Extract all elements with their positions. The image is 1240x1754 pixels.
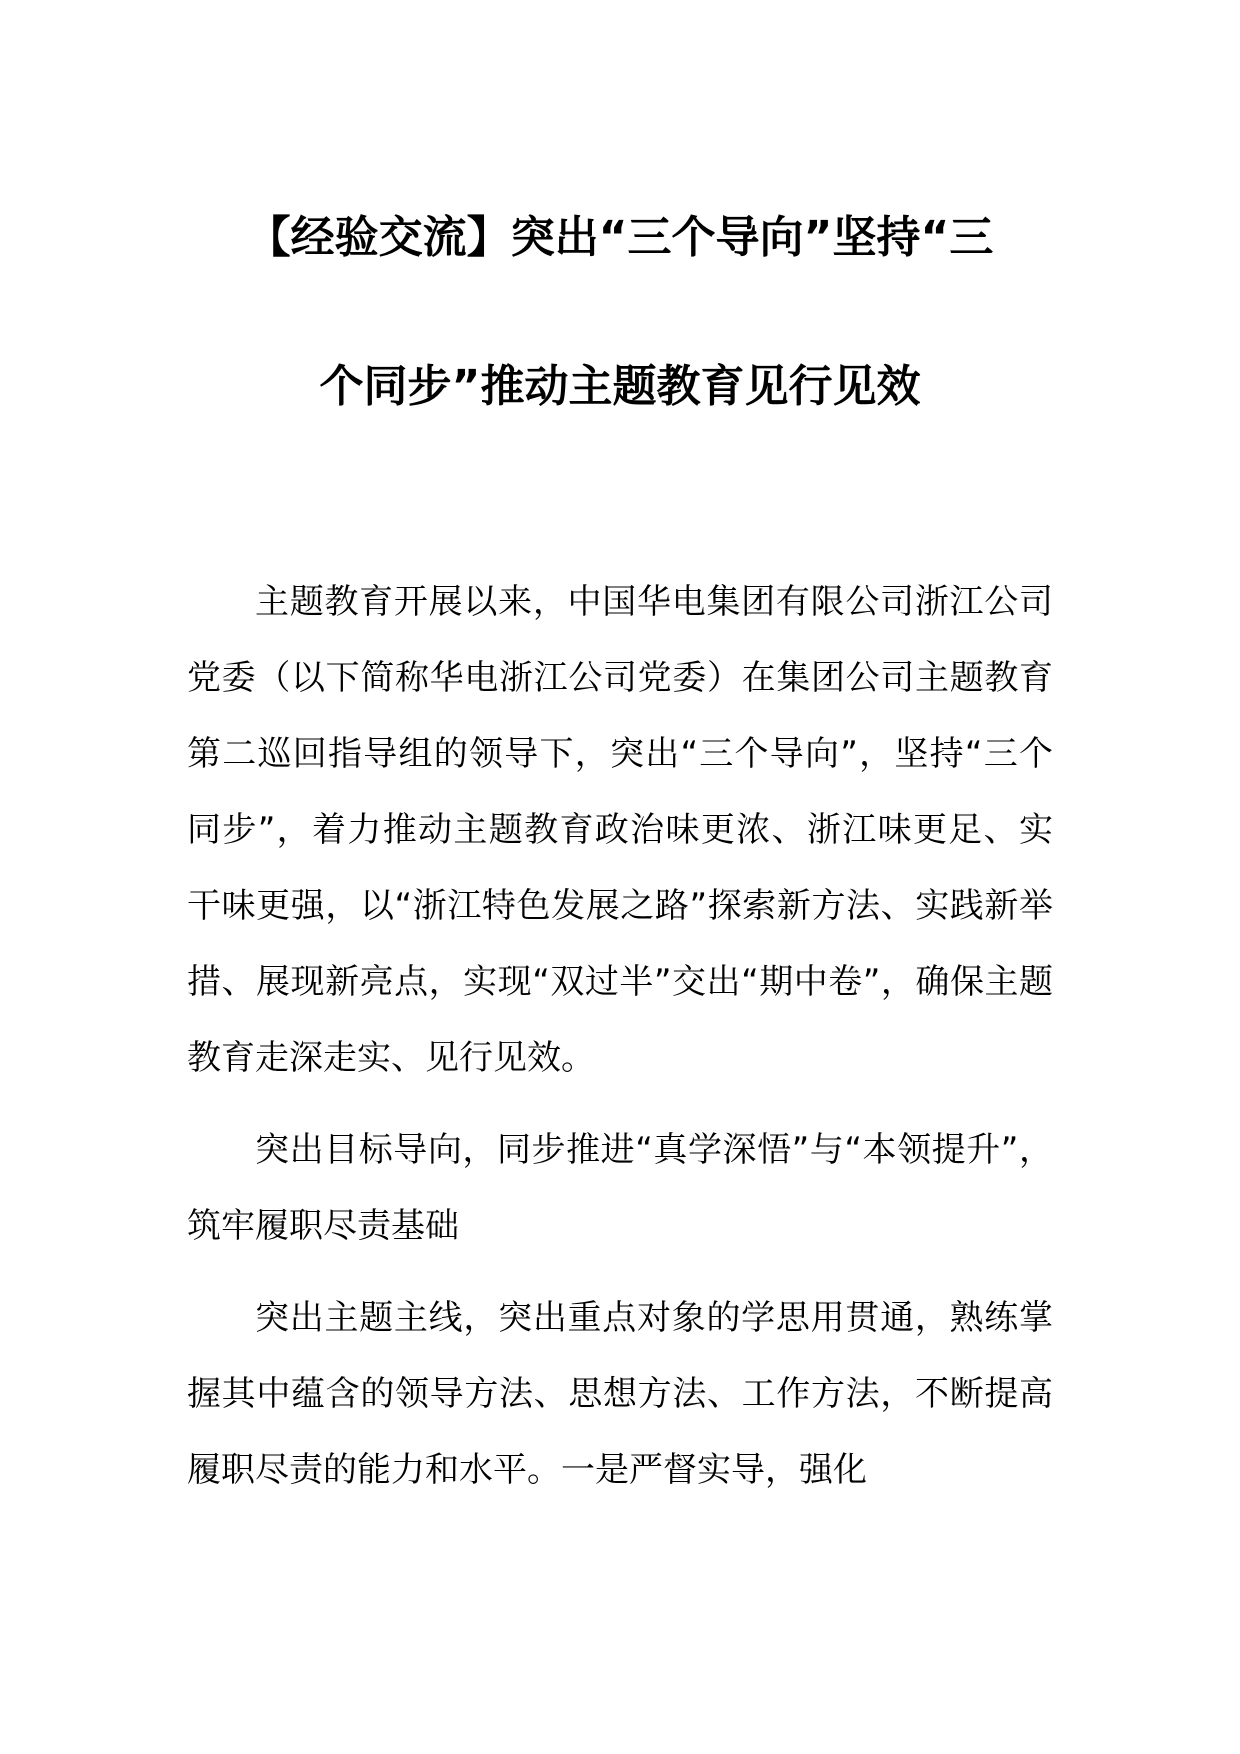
paragraph-section-body: 突出主题主线，突出重点对象的学思用贯通，熟练掌握其中蕴含的领导方法、思想方法、工作方法，不断提高履职尽责的能力和水平。一是严督实导，强化 [187, 1298, 1053, 1490]
document-title-line-1: 【经验交流】突出“三个导向”坚持“三 [246, 212, 994, 263]
document-title-line-2: 个同步”推动主题教育见行见效 [319, 361, 921, 412]
document-body [187, 564, 1053, 1524]
paragraph-section-heading: 突出目标导向，同步推进“真学深悟”与“本领提升”，筑牢履职尽责基础 [187, 1130, 1053, 1246]
paragraph-intro: 主题教育开展以来，中国华电集团有限公司浙江公司党委（以下简称华电浙江公司党委）在集团公司主题教育第二巡回指导组的领导下，突出“三个导向”，坚持“三个同步”，着力推动主题教育政治味更浓、浙江味更足、实干味更强，以“浙江特色发展之路”探索新方法、实践新举措、展现新亮点，实现“双过半”交出“期中卷”，确保主题教育走深走实、见行见效。 [187, 582, 1053, 1078]
